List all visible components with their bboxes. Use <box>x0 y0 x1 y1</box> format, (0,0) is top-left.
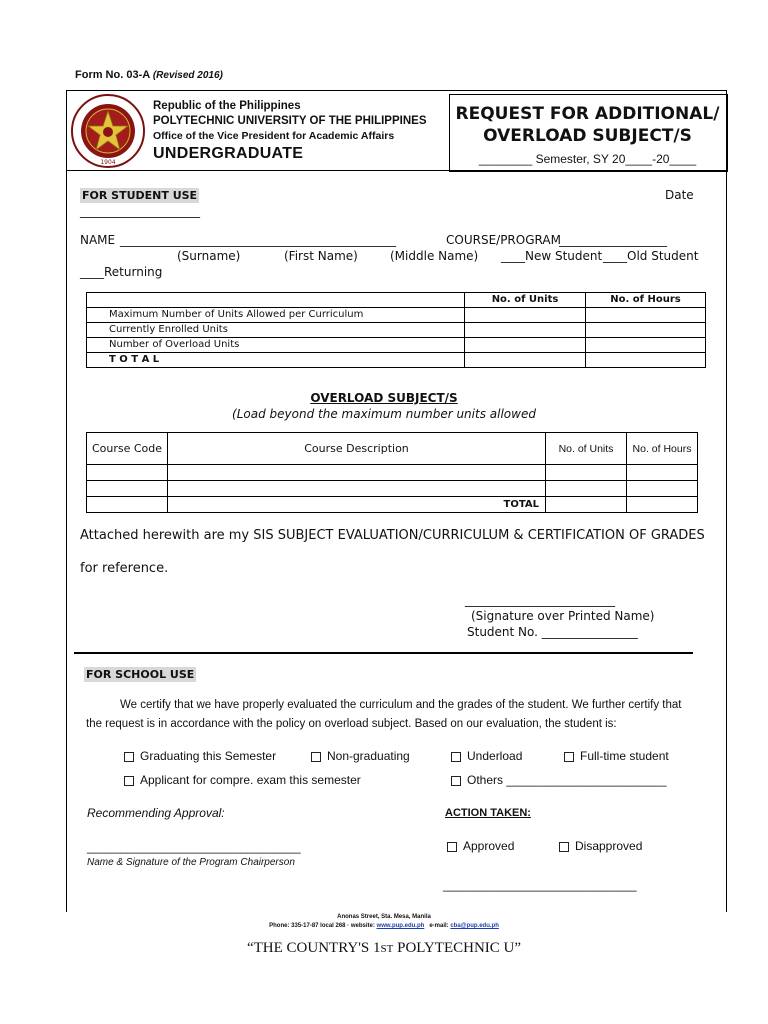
student-number-field[interactable]: Student No. ________________ <box>467 625 638 639</box>
student-use-label: FOR STUDENT USE <box>82 189 198 202</box>
action-taken-label: ACTION TAKEN: <box>445 807 531 819</box>
semester-line: ________ Semester, SY 20____-20____ <box>478 152 697 166</box>
checkbox-icon[interactable] <box>451 776 461 786</box>
action-signature-line[interactable]: _____________________________ <box>443 878 637 892</box>
footer-address: Anonas Street, Sta. Mesa, Manila <box>337 914 431 920</box>
republic-text: Republic of the Philippines <box>153 100 301 112</box>
signature-line[interactable]: _________________________ <box>465 593 615 607</box>
hours-cell[interactable] <box>586 323 706 338</box>
surname-caption: (Surname) <box>177 249 241 263</box>
footer-slogan: “THE COUNTRY'S 1st POLYTECHNIC U” <box>246 940 522 956</box>
units-header: No. of Units <box>465 293 586 308</box>
course-code-header: Course Code <box>87 433 168 465</box>
svg-text:1904: 1904 <box>100 159 116 166</box>
checkbox-icon[interactable] <box>311 752 321 762</box>
website-link[interactable]: www.pup.edu.ph <box>376 923 425 929</box>
row-label: T O T A L <box>87 353 465 368</box>
units-cell[interactable] <box>546 481 627 497</box>
units-cell[interactable] <box>546 497 627 513</box>
name-field[interactable]: ______________________________________________ <box>120 233 396 247</box>
attached-statement: Attached herewith are my SIS SUBJECT EVALUATION/CURRICULUM & CERTIFICATION OF GRADES <box>80 528 705 543</box>
code-cell[interactable] <box>87 465 168 481</box>
course-label: COURSE/PROGRAM <box>446 233 561 247</box>
form-title-line2: OVERLOAD SUBJECT/S <box>483 126 692 146</box>
option-full-time[interactable]: Full-time student <box>564 749 669 763</box>
date-field[interactable]: ____________________ <box>80 204 200 218</box>
overload-table-header <box>87 433 698 465</box>
footer-contact: Phone: 335-17-87 local 268 · website: www.pup.edu.ph e-mail: cba@pup.edu.ph <box>269 923 499 929</box>
units-cell[interactable] <box>465 353 586 368</box>
date-label: Date <box>665 188 694 202</box>
office-name: Office of the Vice President for Academic Affairs <box>153 130 395 142</box>
chairperson-caption: Name & Signature of the Program Chairperson <box>87 857 295 868</box>
returning-option[interactable]: ____Returning <box>80 265 163 279</box>
description-cell[interactable] <box>168 465 546 481</box>
form-number: Form No. 03-A (Revised 2016) <box>75 69 223 81</box>
option-underload[interactable]: Underload <box>451 749 522 763</box>
row-label: Number of Overload Units <box>87 338 465 353</box>
university-name: POLYTECHNIC UNIVERSITY OF THE PHILIPPINES <box>153 115 427 127</box>
school-use-label: FOR SCHOOL USE <box>86 668 195 681</box>
frame-right <box>726 90 727 912</box>
units-cell[interactable] <box>465 338 586 353</box>
row-label: Maximum Number of Units Allowed per Curriculum <box>87 308 465 323</box>
option-graduating[interactable]: Graduating this Semester <box>124 749 276 763</box>
table-row <box>87 481 698 497</box>
code-cell[interactable] <box>87 481 168 497</box>
hours-cell[interactable] <box>627 497 698 513</box>
row-label: Currently Enrolled Units <box>87 323 465 338</box>
level-title: UNDERGRADUATE <box>153 145 304 162</box>
option-approved[interactable]: Approved <box>447 839 514 853</box>
certify-line-1: We certify that we have properly evaluated the curriculum and the grades of the student. We further certify that <box>120 699 682 711</box>
units-header: No. of Units <box>546 433 627 465</box>
option-applicant[interactable]: Applicant for compre. exam this semester <box>124 773 361 787</box>
hours-cell[interactable] <box>627 465 698 481</box>
total-label: TOTAL <box>168 497 546 513</box>
units-table-header <box>87 293 706 308</box>
course-field[interactable]: __________________ <box>559 233 667 247</box>
hours-header: No. of Hours <box>586 293 706 308</box>
checkbox-icon[interactable] <box>447 842 457 852</box>
hours-cell[interactable] <box>586 308 706 323</box>
chairperson-signature-line[interactable]: ________________________________ <box>87 840 301 854</box>
form-title-line1: REQUEST FOR ADDITIONAL/ <box>455 104 720 124</box>
name-label: NAME <box>80 233 116 247</box>
option-non-graduating[interactable]: Non-graduating <box>311 749 410 763</box>
overload-subtitle: (Load beyond the maximum number units allowed <box>232 407 536 421</box>
hours-cell[interactable] <box>586 338 706 353</box>
university-seal-icon <box>70 93 146 169</box>
checkbox-icon[interactable] <box>559 842 569 852</box>
checkbox-icon[interactable] <box>124 776 134 786</box>
units-cell[interactable] <box>465 323 586 338</box>
hours-cell[interactable] <box>586 353 706 368</box>
signature-caption: (Signature over Printed Name) <box>471 609 655 623</box>
overload-title: OVERLOAD SUBJECT/S <box>310 391 458 405</box>
table-row <box>87 353 706 368</box>
certify-line-2: the request is in accordance with the policy on overload subject. Based on our evaluation, the student is: <box>86 718 617 730</box>
old-student-option[interactable]: ____Old Student <box>603 249 699 263</box>
table-row <box>87 308 706 323</box>
checkbox-icon[interactable] <box>451 752 461 762</box>
table-row <box>87 323 706 338</box>
description-cell[interactable] <box>168 481 546 497</box>
hours-header: No. of Hours <box>627 433 698 465</box>
section-divider <box>74 652 693 654</box>
first-name-caption: (First Name) <box>284 249 358 263</box>
email-link[interactable]: cba@pup.edu.ph <box>450 923 499 929</box>
units-cell[interactable] <box>546 465 627 481</box>
middle-name-caption: (Middle Name) <box>390 249 479 263</box>
hours-cell[interactable] <box>627 481 698 497</box>
table-row <box>87 465 698 481</box>
option-others[interactable]: Others ________________________ <box>451 773 667 787</box>
new-student-option[interactable]: ____New Student <box>501 249 603 263</box>
course-description-header: Course Description <box>168 433 546 465</box>
table-row <box>87 338 706 353</box>
recommending-label: Recommending Approval: <box>87 806 225 820</box>
frame-top <box>66 90 727 91</box>
option-disapproved[interactable]: Disapproved <box>559 839 642 853</box>
attached-reference: for reference. <box>80 561 169 576</box>
checkbox-icon[interactable] <box>564 752 574 762</box>
code-cell[interactable] <box>87 497 168 513</box>
units-cell[interactable] <box>465 308 586 323</box>
frame-left <box>66 90 67 912</box>
table-row <box>87 497 698 513</box>
units-table <box>86 292 706 368</box>
checkbox-icon[interactable] <box>124 752 134 762</box>
overload-table <box>86 432 698 513</box>
